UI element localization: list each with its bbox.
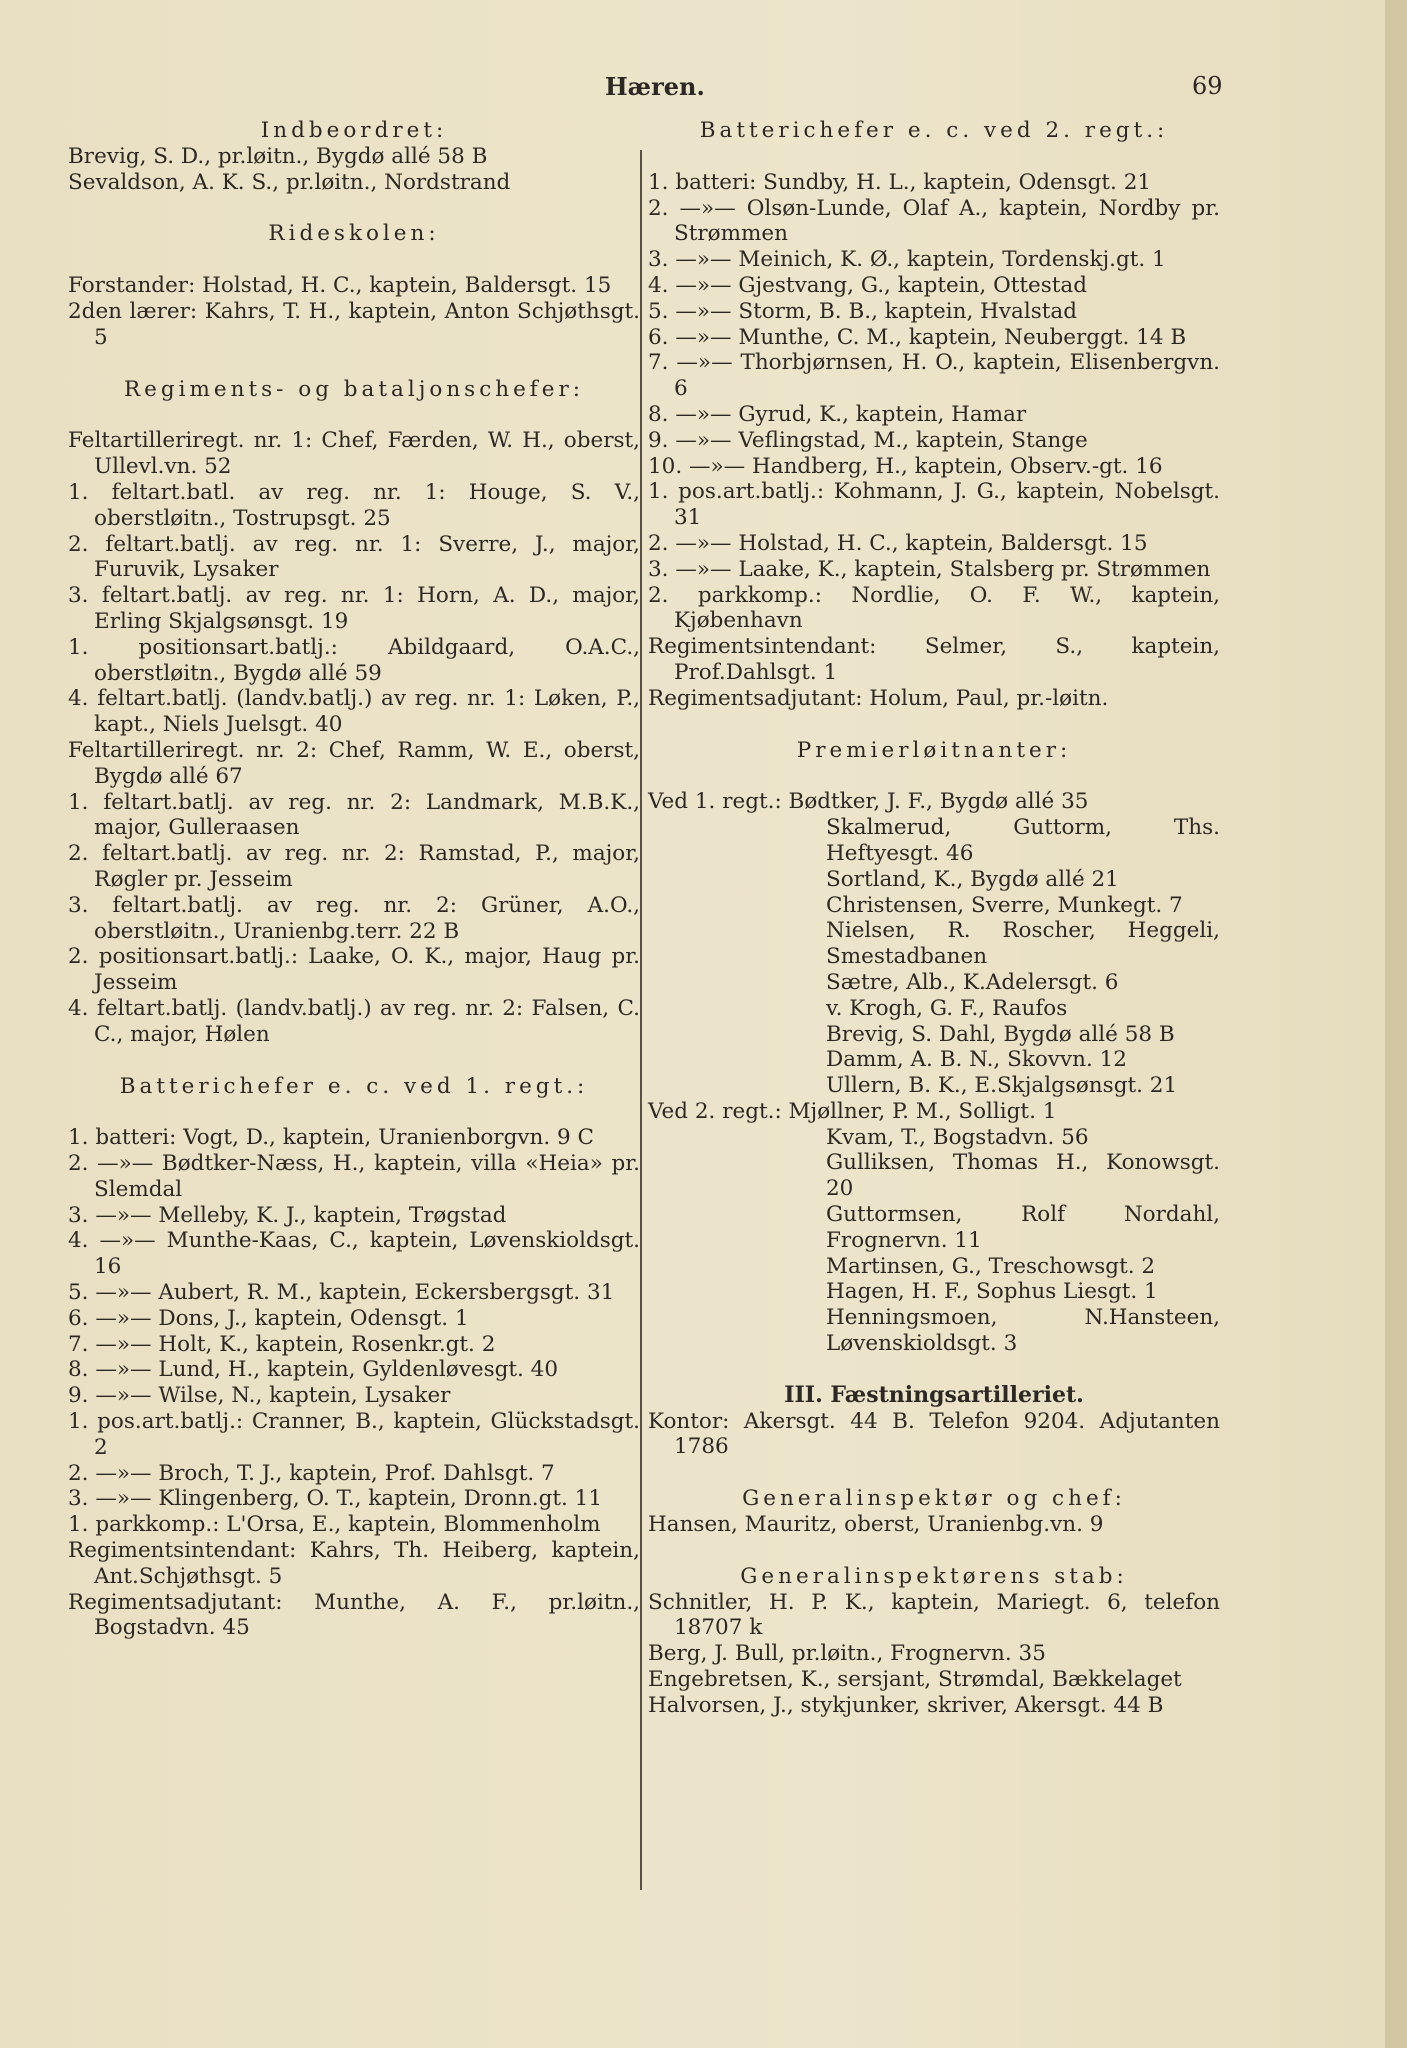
directory-entry: 4. feltart.batlj. (landv.batlj.) av reg. nr. 1: Løken, P., kapt., Niels Juelsgt. 40 xyxy=(68,686,640,738)
directory-entry: 1. feltart.batlj. av reg. nr. 2: Landmark, M.B.K., major, Gulleraasen xyxy=(68,789,640,841)
directory-entry: 7. —»— Thorbjørnsen, H. O., kaptein, Elisenbergvn. 6 xyxy=(648,350,1220,402)
section-heading: Regiments- og bataljonschefer: xyxy=(123,376,585,402)
directory-entry: 1. feltart.batl. av reg. nr. 1: Houge, S. V., oberstløitn., Tostrupsgt. 25 xyxy=(68,479,640,531)
directory-entry: 1. positionsart.batlj.: Abildgaard, O.A.C., oberstløitn., Bygdø allé 59 xyxy=(68,634,640,686)
section-heading: Batterichefer e. c. ved 2. regt.: xyxy=(699,118,1169,143)
directory-entry: 1. batteri: Vogt, D., kaptein, Uranienborgvn. 9 C xyxy=(68,1125,594,1151)
section-heading: Indbeordret: xyxy=(260,118,448,143)
directory-entry: 2. —»— Bødtker-Næss, H., kaptein, villa «Heia» pr. Slemdal xyxy=(68,1151,640,1202)
directory-entry: Henningsmoen, N.Hansteen, Løvenskioldsgt. 3 xyxy=(826,1305,1220,1357)
directory-entry: 2den lærer: Kahrs, T. H., kaptein, Anton Schjøthsgt. 5 xyxy=(68,298,640,350)
directory-entry: Feltartilleriregt. nr. 2: Chef, Ramm, W. E., oberst, Bygdø allé 67 xyxy=(68,737,640,789)
directory-entry: 3. feltart.batlj. av reg. nr. 2: Grüner, A.O., oberstløitn., Uranienbg.terr. 22 B xyxy=(68,892,640,944)
page-title: Hæren. xyxy=(605,72,705,101)
directory-entry: Ved 1. regt.: Bødtker, J. F., Bygdø allé 35 xyxy=(648,789,1089,815)
directory-entry: Sevaldson, A. K. S., pr.løitn., Nordstrand xyxy=(68,169,511,195)
directory-entry: 7. —»— Holt, K., kaptein, Rosenkr.gt. 2 xyxy=(68,1331,496,1357)
directory-entry: 3. —»— Laake, K., kaptein, Stalsberg pr. Strømmen xyxy=(648,556,1211,582)
directory-entry: 4. —»— Munthe-Kaas, C., kaptein, Løvenskioldsgt. 16 xyxy=(68,1228,640,1280)
directory-entry: 2. parkkomp.: Nordlie, O. F. W., kaptein, Kjøbenhavn xyxy=(648,582,1220,634)
directory-entry: v. Krogh, G. F., Raufos xyxy=(826,995,1068,1021)
right-column xyxy=(648,118,1220,1719)
section-heading: Premierløitnanter: xyxy=(796,737,1072,763)
directory-entry: Brevig, S. D., pr.løitn., Bygdø allé 58 B xyxy=(68,143,488,169)
directory-entry: Skalmerud, Guttorm, Ths. Heftyesgt. 46 xyxy=(826,815,1220,866)
directory-entry: Sortland, K., Bygdø allé 21 xyxy=(826,866,1119,892)
directory-entry: Halvorsen, J., stykjunker, skriver, Akersgt. 44 B xyxy=(648,1692,1164,1718)
directory-entry: 3. —»— Klingenberg, O. T., kaptein, Dronn.gt. 11 xyxy=(68,1486,603,1512)
section-heading: Rideskolen: xyxy=(268,221,440,247)
directory-entry: 1. pos.art.batlj.: Kohmann, J. G., kaptein, Nobelsgt. 31 xyxy=(648,479,1220,531)
directory-entry: Feltartilleriregt. nr. 1: Chef, Færden, W. H., oberst, Ullevl.vn. 52 xyxy=(68,428,640,480)
directory-entry: 3. feltart.batlj. av reg. nr. 1: Horn, A. D., major, Erling Skjalgsønsgt. 19 xyxy=(68,583,640,634)
directory-entry: 2. feltart.batlj. av reg. nr. 2: Ramstad, P., major, Røgler pr. Jesseim xyxy=(68,841,640,892)
directory-entry: 9. —»— Wilse, N., kaptein, Lysaker xyxy=(68,1383,451,1409)
directory-entry: Damm, A. B. N., Skovvn. 12 xyxy=(826,1047,1127,1073)
directory-entry: Ullern, B. K., E.Skjalgsønsgt. 21 xyxy=(826,1073,1178,1099)
directory-entry: 2. positionsart.batlj.: Laake, O. K., major, Haug pr. Jesseim xyxy=(68,944,640,996)
directory-entry: Regimentsintendant: Selmer, S., kaptein, Prof.Dahlsgt. 1 xyxy=(648,634,1220,685)
directory-entry: Hansen, Mauritz, oberst, Uranienbg.vn. 9 xyxy=(648,1512,1104,1538)
directory-entry: 6. —»— Munthe, C. M., kaptein, Neuberggt. 14 B xyxy=(648,324,1187,350)
directory-entry: Kvam, T., Bogstadvn. 56 xyxy=(826,1124,1089,1150)
directory-entry: Guttormsen, Rolf Nordahl, Frognervn. 11 xyxy=(826,1202,1220,1253)
directory-entry: 6. —»— Dons, J., kaptein, Odensgt. 1 xyxy=(68,1305,469,1331)
directory-entry: 4. feltart.batlj. (landv.batlj.) av reg. nr. 2: Falsen, C. C., major, Hølen xyxy=(68,995,640,1047)
page-edge xyxy=(1385,0,1407,2048)
directory-entry: Regimentsadjutant: Munthe, A. F., pr.løitn., Bogstadvn. 45 xyxy=(68,1589,640,1641)
directory-entry: Sætre, Alb., K.Adelersgt. 6 xyxy=(826,969,1119,995)
directory-entry: Regimentsintendant: Kahrs, Th. Heiberg, kaptein, Ant.Schjøthsgt. 5 xyxy=(68,1538,640,1589)
directory-entry: 2. —»— Olsøn-Lunde, Olaf A., kaptein, Nordby pr. Strømmen xyxy=(648,195,1220,247)
directory-entry: 2. —»— Holstad, H. C., kaptein, Baldersgt. 15 xyxy=(648,530,1148,556)
directory-entry: Hagen, H. F., Sophus Liesgt. 1 xyxy=(826,1279,1158,1305)
directory-entry: Berg, J. Bull, pr.løitn., Frognervn. 35 xyxy=(648,1641,1046,1667)
directory-entry: 3. —»— Meinich, K. Ø., kaptein, Tordenskj.gt. 1 xyxy=(648,247,1166,273)
directory-entry: 1. pos.art.batlj.: Cranner, B., kaptein, Glückstadsgt. 2 xyxy=(68,1409,640,1460)
directory-entry: Christensen, Sverre, Munkegt. 7 xyxy=(826,892,1183,918)
section-heading: Generalinspektørens stab: xyxy=(740,1563,1128,1589)
directory-entry: Gulliksen, Thomas H., Konowsgt. 20 xyxy=(826,1150,1220,1202)
directory-entry: Nielsen, R. Roscher, Heggeli, Smestadbanen xyxy=(826,918,1220,970)
left-column xyxy=(68,118,640,1641)
directory-entry: Engebretsen, K., sersjant, Strømdal, Bækkelaget xyxy=(648,1667,1182,1693)
directory-entry: Ved 2. regt.: Mjøllner, P. M., Solligt. 1 xyxy=(648,1098,1057,1124)
directory-entry: 1. parkkomp.: L'Orsa, E., kaptein, Blommenholm xyxy=(68,1512,601,1538)
section-heading: Generalinspektør og chef: xyxy=(742,1486,1126,1512)
directory-entry: 5. —»— Aubert, R. M., kaptein, Eckersbergsgt. 31 xyxy=(68,1280,615,1306)
directory-entry: 2. feltart.batlj. av reg. nr. 1: Sverre, J., major, Furuvik, Lysaker xyxy=(68,531,640,583)
directory-entry: 10. —»— Handberg, H., kaptein, Observ.-gt. 16 xyxy=(648,453,1163,479)
column-divider xyxy=(640,150,642,1890)
directory-entry: Regimentsadjutant: Holum, Paul, pr.-løitn. xyxy=(648,685,1109,711)
directory-entry: Schnitler, H. P. K., kaptein, Mariegt. 6, telefon 18707 k xyxy=(648,1589,1220,1641)
directory-entry: 9. —»— Veflingstad, M., kaptein, Stange xyxy=(648,427,1088,453)
directory-entry: 8. —»— Lund, H., kaptein, Gyldenløvesgt. 40 xyxy=(68,1357,559,1383)
directory-entry: 5. —»— Storm, B. B., kaptein, Hvalstad xyxy=(648,298,1077,324)
directory-entry: Brevig, S. Dahl, Bygdø allé 58 B xyxy=(826,1021,1175,1047)
directory-entry: 3. —»— Melleby, K. J., kaptein, Trøgstad xyxy=(68,1202,507,1228)
directory-entry: 8. —»— Gyrud, K., kaptein, Hamar xyxy=(648,401,1027,427)
directory-entry: 1. batteri: Sundby, H. L., kaptein, Odensgt. 21 xyxy=(648,169,1152,195)
directory-entry: 4. —»— Gjestvang, G., kaptein, Ottestad xyxy=(648,272,1087,298)
directory-entry: 2. —»— Broch, T. J., kaptein, Prof. Dahlsgt. 7 xyxy=(68,1460,555,1486)
section-heading: III. Fæstningsartilleriet. xyxy=(784,1381,1084,1408)
directory-entry: Forstander: Holstad, H. C., kaptein, Baldersgt. 15 xyxy=(68,273,612,299)
directory-entry: Kontor: Akersgt. 44 B. Telefon 9204. Adjutanten 1786 xyxy=(648,1408,1220,1460)
page-number: 69 xyxy=(1192,72,1223,100)
directory-entry: Martinsen, G., Treschowsgt. 2 xyxy=(826,1253,1156,1279)
section-heading: Batterichefer e. c. ved 1. regt.: xyxy=(119,1073,589,1099)
